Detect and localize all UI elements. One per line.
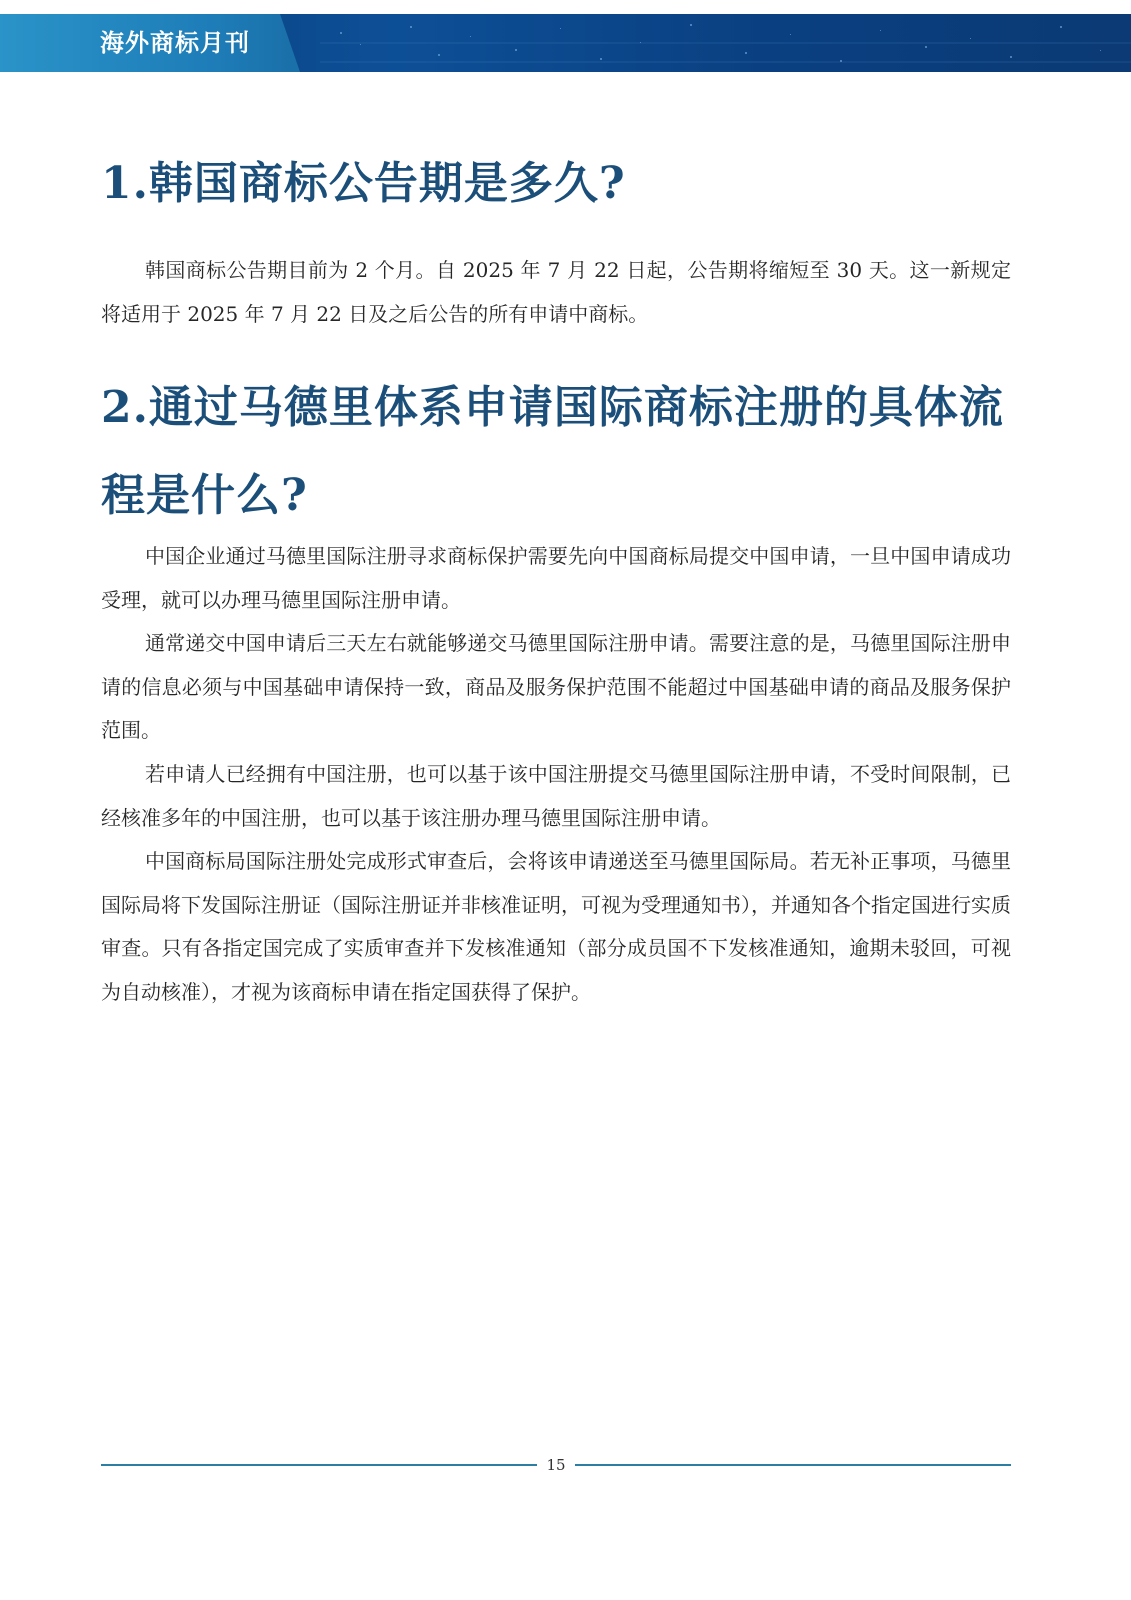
section-heading-2: 2.通过马德里体系申请国际商标注册的具体流程是什么? (101, 382, 1004, 521)
section-heading-1: 1.韩国商标公告期是多久? (101, 158, 626, 209)
paragraph: 中国商标局国际注册处完成形式审查后，会将该申请递送至马德里国际局。若无补正事项，马德里国际局将下发国际注册证（国际注册证并非核准证明，可视为受理通知书），并通知各个指定国进行实质审查。只有各指定国完成了实质审查并下发核准通知（部分成员国不下发核准通知，逾期未驳回，可视为自动核准），才视为该商标申请在指定国获得了保护。 (101, 849, 1011, 1004)
footer-divider-left (101, 1464, 537, 1466)
paragraph: 韩国商标公告期目前为 2 个月。自 2025 年 7 月 22 日起，公告期将缩短至 30 天。这一新规定将适用于 2025 年 7 月 22 日及之后公告的所有申请中商标。 (101, 258, 1011, 326)
paragraph: 通常递交中国申请后三天左右就能够递交马德里国际注册申请。需要注意的是，马德里国际注册申请的信息必须与中国基础申请保持一致，商品及服务保护范围不能超过中国基础申请的商品及服务保护范围。 (101, 631, 1011, 742)
paragraph: 中国企业通过马德里国际注册寻求商标保护需要先向中国商标局提交中国申请，一旦中国申请成功受理，就可以办理马德里国际注册申请。 (101, 544, 1011, 612)
footer-divider-right (575, 1464, 1011, 1466)
header-banner (0, 14, 1131, 72)
page-footer (101, 1452, 1011, 1478)
page-number: 15 (546, 1456, 566, 1474)
paragraph: 若申请人已经拥有中国注册，也可以基于该中国注册提交马德里国际注册申请，不受时间限制，已经核准多年的中国注册，也可以基于该注册办理马德里国际注册申请。 (101, 762, 1011, 830)
publication-title: 海外商标月刊 (100, 28, 250, 57)
